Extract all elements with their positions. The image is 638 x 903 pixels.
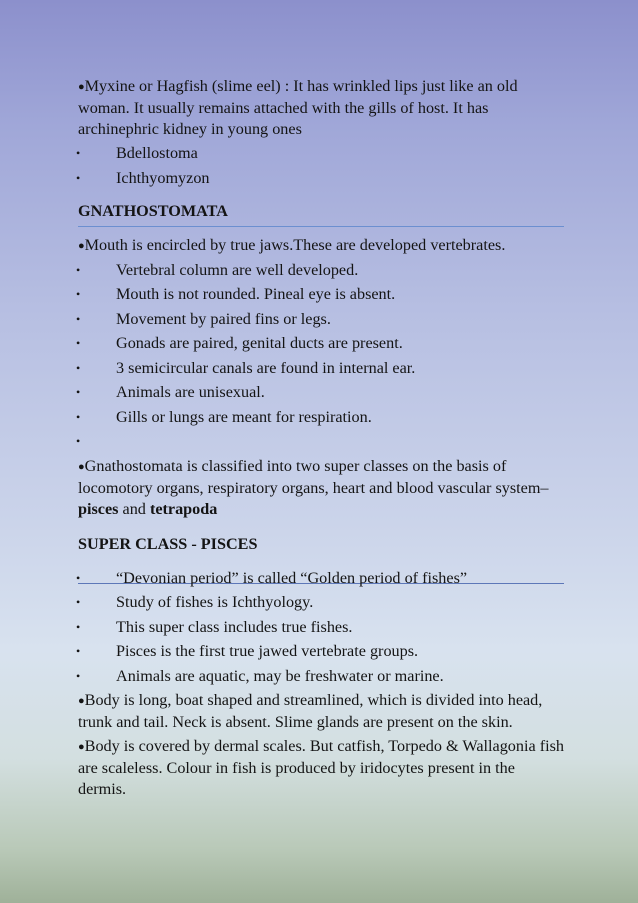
- list-item: • “Devonian period” is called “Golden period of fishes”: [78, 568, 564, 589]
- list-item: • Gonads are paired, genital ducts are present.: [78, 333, 564, 354]
- bullet-dot: ●: [78, 460, 85, 473]
- tetrapoda-term: tetrapoda: [149, 499, 218, 518]
- scales-paragraph: [78, 736, 564, 800]
- list-item: • Bdellostoma: [78, 143, 564, 164]
- and-word: and: [118, 499, 150, 518]
- gnathostomata-heading: GNATHOSTOMATA: [78, 201, 564, 227]
- body-shape-paragraph: [78, 690, 564, 733]
- list-item: • Movement by paired fins or legs.: [78, 309, 564, 330]
- list-item: • Animals are aquatic, may be freshwater or marine.: [78, 666, 564, 687]
- bullet-dot: ●: [78, 695, 85, 707]
- gnathostomata-lead: [78, 235, 564, 257]
- myxine-paragraph: [78, 76, 564, 140]
- list-item: • This super class includes true fishes.: [78, 617, 564, 638]
- list-item: • Ichthyomyzon: [78, 168, 564, 189]
- classification-text: Gnathostomata is classified into two super classes on the basis of locomotory organs, respiratory organs, heart and blood vascular system–: [78, 456, 549, 497]
- classification-paragraph: [78, 456, 564, 520]
- pisces-heading: SUPER CLASS - PISCES: [78, 534, 258, 553]
- page-content: [78, 76, 564, 803]
- list-item: • Gills or lungs are meant for respiration.: [78, 407, 564, 428]
- pisces-list: [78, 568, 564, 687]
- list-item: • Pisces is the first true jawed vertebrate groups.: [78, 641, 564, 662]
- list-item: • Animals are unisexual.: [78, 382, 564, 403]
- list-item: [78, 431, 564, 452]
- list-item: • Vertebral column are well developed.: [78, 260, 564, 281]
- list-item: • Study of fishes is Ichthyology.: [78, 592, 564, 613]
- body-shape-text: Body is long, boat shaped and streamlined, which is divided into head, trunk and tail. Neck is absent. Slime glands are present on the skin.: [78, 691, 543, 731]
- myxine-text: Myxine or Hagfish (slime eel) : It has wrinkled lips just like an old woman. It usually remains attached with the gills of host. It has archinephric kidney in young ones: [78, 77, 518, 138]
- bullet-dot: ●: [78, 741, 85, 753]
- bullet-dot: ●: [78, 81, 85, 93]
- scales-text: Body is covered by dermal scales. But catfish, Torpedo & Wallagonia fish are scaleless. Colour in fish is produced by iridocytes present in the dermis.: [78, 737, 564, 798]
- list-item: • Mouth is not rounded. Pineal eye is absent.: [78, 284, 564, 305]
- pisces-term: pisces: [78, 499, 119, 518]
- list-item: • 3 semicircular canals are found in internal ear.: [78, 358, 564, 379]
- gnathostomata-lead-text: Mouth is encircled by true jaws.These are developed vertebrates.: [84, 235, 506, 254]
- bullet-dot: ●: [78, 239, 85, 252]
